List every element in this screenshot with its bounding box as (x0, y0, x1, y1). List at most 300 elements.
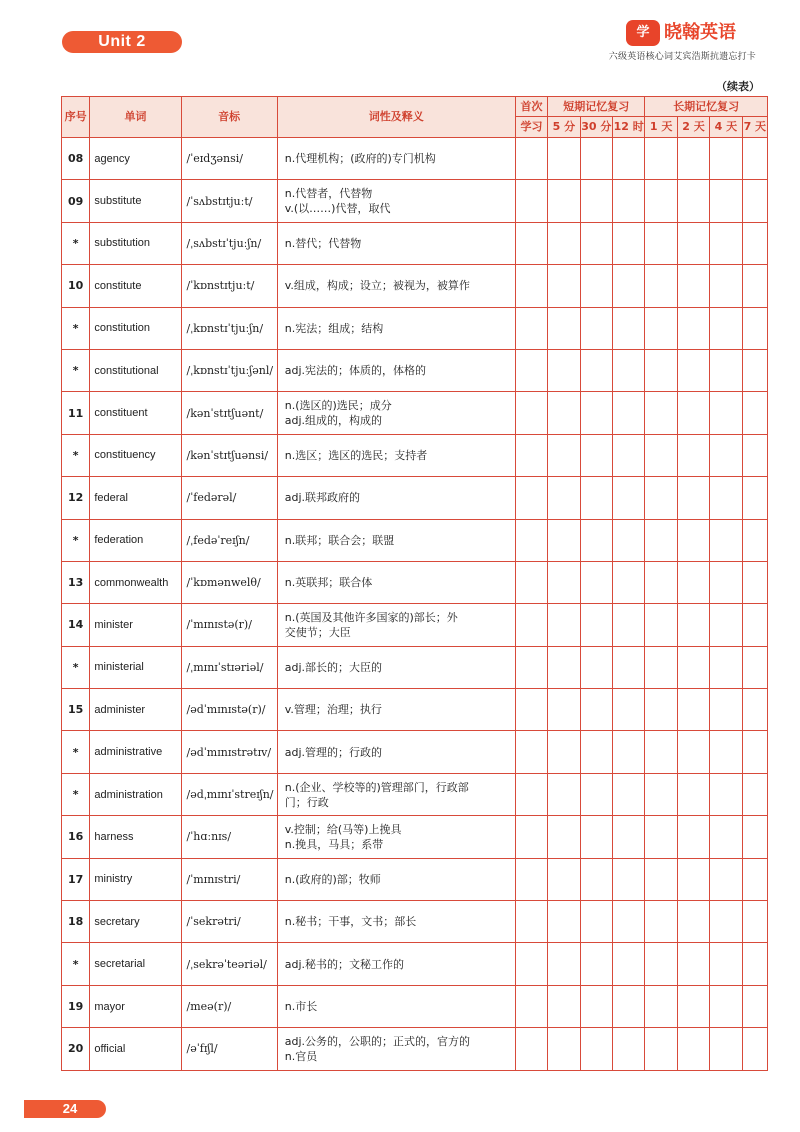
check-1d-cell[interactable] (645, 307, 677, 349)
check-5min-cell[interactable] (548, 434, 580, 476)
check-first-study-cell[interactable] (515, 307, 547, 349)
check-2d-cell[interactable] (677, 222, 709, 264)
row-number: 13 (62, 561, 90, 603)
check-1d-cell[interactable] (645, 222, 677, 264)
word-cell: administer (90, 689, 181, 731)
check-2d-cell[interactable] (677, 519, 709, 561)
word-cell: minister (90, 604, 181, 646)
check-1d-cell[interactable] (645, 858, 677, 900)
definition-line: n.(选区的)选民；成分 (284, 399, 392, 413)
row-number: 11 (62, 392, 90, 434)
definition-cell (277, 349, 515, 391)
check-5min-cell[interactable] (548, 731, 580, 773)
table-row (62, 180, 768, 222)
check-5min-cell[interactable] (548, 901, 580, 943)
check-4d-cell[interactable] (710, 646, 742, 688)
definition-line: n.替代；代替物 (284, 236, 362, 250)
table-row (62, 858, 768, 900)
column-header-long-4d: 4 天 (710, 117, 742, 138)
word-cell: harness (90, 816, 181, 858)
check-first-study-cell[interactable] (515, 646, 547, 688)
phonetic-cell: /ədˈmɪnɪstə(r)/ (181, 689, 277, 731)
brand-logo-block (556, 18, 756, 66)
check-1d-cell[interactable] (645, 816, 677, 858)
definition-line: n.秘书；干事，文书；部长 (284, 915, 417, 929)
continued-note: （续表） (716, 80, 760, 93)
check-first-study-cell[interactable] (515, 265, 547, 307)
check-12h-cell[interactable] (612, 519, 644, 561)
check-first-study-cell[interactable] (515, 1028, 547, 1070)
check-7d-cell[interactable] (742, 731, 767, 773)
column-header-short-group: 短期记忆复习 (548, 97, 645, 117)
check-first-study-cell[interactable] (515, 985, 547, 1027)
definition-line: v.管理；治理；执行 (284, 703, 382, 717)
check-4d-cell[interactable] (710, 689, 742, 731)
check-1d-cell[interactable] (645, 1028, 677, 1070)
column-header-first-a: 首次 (515, 97, 547, 117)
definition-cell (277, 773, 515, 815)
check-12h-cell[interactable] (612, 773, 644, 815)
check-5min-cell[interactable] (548, 519, 580, 561)
definition-line: n.官员 (284, 1049, 318, 1063)
definition-line: v.控制；给(马等)上挽具 (284, 822, 402, 836)
check-2d-cell[interactable] (677, 731, 709, 773)
check-1d-cell[interactable] (645, 180, 677, 222)
word-cell: mayor (90, 985, 181, 1027)
check-2d-cell[interactable] (677, 265, 709, 307)
row-number: * (62, 943, 90, 985)
check-7d-cell[interactable] (742, 434, 767, 476)
check-4d-cell[interactable] (710, 773, 742, 815)
check-5min-cell[interactable] (548, 816, 580, 858)
definition-cell (277, 901, 515, 943)
check-first-study-cell[interactable] (515, 773, 547, 815)
definition-cell (277, 222, 515, 264)
row-number: 09 (62, 180, 90, 222)
check-first-study-cell[interactable] (515, 138, 547, 180)
check-4d-cell[interactable] (710, 519, 742, 561)
check-12h-cell[interactable] (612, 985, 644, 1027)
check-5min-cell[interactable] (548, 943, 580, 985)
table-row (62, 985, 768, 1027)
word-cell: constituent (90, 392, 181, 434)
brand-logo-icon: 学 (626, 20, 660, 46)
brand-subtitle: 六级英语核心词艾宾浩斯抗遗忘打卡 (608, 52, 756, 62)
check-4d-cell[interactable] (710, 858, 742, 900)
check-30min-cell[interactable] (580, 858, 612, 900)
definition-line: n.市长 (284, 1000, 318, 1013)
check-1d-cell[interactable] (645, 519, 677, 561)
check-first-study-cell[interactable] (515, 392, 547, 434)
check-1d-cell[interactable] (645, 901, 677, 943)
phonetic-cell: /ədˌmɪnɪˈstreɪʃn/ (181, 773, 277, 815)
check-12h-cell[interactable] (612, 392, 644, 434)
check-7d-cell[interactable] (742, 816, 767, 858)
check-4d-cell[interactable] (710, 943, 742, 985)
check-5min-cell[interactable] (548, 477, 580, 519)
row-number: * (62, 222, 90, 264)
table-row (62, 349, 768, 391)
definition-line: adj.宪法的；体质的，体格的 (284, 364, 427, 378)
check-12h-cell[interactable] (612, 858, 644, 900)
check-12h-cell[interactable] (612, 222, 644, 264)
check-12h-cell[interactable] (612, 816, 644, 858)
definition-line: 门；行政 (284, 795, 329, 809)
check-5min-cell[interactable] (548, 773, 580, 815)
check-30min-cell[interactable] (580, 689, 612, 731)
check-5min-cell[interactable] (548, 265, 580, 307)
check-12h-cell[interactable] (612, 1028, 644, 1070)
row-number: * (62, 519, 90, 561)
definition-cell (277, 731, 515, 773)
check-30min-cell[interactable] (580, 477, 612, 519)
check-1d-cell[interactable] (645, 943, 677, 985)
check-2d-cell[interactable] (677, 816, 709, 858)
phonetic-cell: /kənˈstɪtʃuənt/ (181, 392, 277, 434)
column-header-long-7d: 7 天 (742, 117, 767, 138)
check-5min-cell[interactable] (548, 222, 580, 264)
check-2d-cell[interactable] (677, 1028, 709, 1070)
definition-line: adj.公务的，公职的；正式的，官方的 (284, 1034, 471, 1048)
definition-cell (277, 943, 515, 985)
check-1d-cell[interactable] (645, 477, 677, 519)
word-cell: constitution (90, 307, 181, 349)
table-row (62, 561, 768, 603)
check-1d-cell[interactable] (645, 561, 677, 603)
check-30min-cell[interactable] (580, 773, 612, 815)
check-7d-cell[interactable] (742, 265, 767, 307)
check-30min-cell[interactable] (580, 138, 612, 180)
check-5min-cell[interactable] (548, 689, 580, 731)
check-30min-cell[interactable] (580, 519, 612, 561)
definition-cell (277, 816, 515, 858)
check-5min-cell[interactable] (548, 1028, 580, 1070)
check-7d-cell[interactable] (742, 519, 767, 561)
check-30min-cell[interactable] (580, 561, 612, 603)
phonetic-cell: /ˈkɒmənwelθ/ (181, 561, 277, 603)
definition-cell (277, 985, 515, 1027)
definition-line: adj.部长的；大臣的 (284, 660, 383, 674)
check-2d-cell[interactable] (677, 858, 709, 900)
check-4d-cell[interactable] (710, 307, 742, 349)
check-7d-cell[interactable] (742, 1028, 767, 1070)
row-number: * (62, 773, 90, 815)
check-7d-cell[interactable] (742, 307, 767, 349)
word-cell: administration (90, 773, 181, 815)
check-12h-cell[interactable] (612, 689, 644, 731)
check-7d-cell[interactable] (742, 901, 767, 943)
phonetic-cell: /ˌmɪnɪˈstɪəriəl/ (181, 646, 277, 688)
check-4d-cell[interactable] (710, 180, 742, 222)
check-30min-cell[interactable] (580, 816, 612, 858)
check-5min-cell[interactable] (548, 985, 580, 1027)
column-header-phonetic: 音标 (181, 97, 277, 138)
check-30min-cell[interactable] (580, 731, 612, 773)
word-cell: federation (90, 519, 181, 561)
check-5min-cell[interactable] (548, 138, 580, 180)
check-5min-cell[interactable] (548, 180, 580, 222)
definition-line: adj.秘书的；文秘工作的 (284, 957, 405, 971)
check-4d-cell[interactable] (710, 604, 742, 646)
phonetic-cell: /ˌsʌbstɪˈtjuːʃn/ (181, 222, 277, 264)
table-row (62, 434, 768, 476)
phonetic-cell: /ədˈmɪnɪstrətɪv/ (181, 731, 277, 773)
definition-cell (277, 1028, 515, 1070)
check-7d-cell[interactable] (742, 561, 767, 603)
table-row (62, 265, 768, 307)
check-4d-cell[interactable] (710, 265, 742, 307)
check-first-study-cell[interactable] (515, 222, 547, 264)
table-row (62, 943, 768, 985)
check-30min-cell[interactable] (580, 901, 612, 943)
check-7d-cell[interactable] (742, 392, 767, 434)
check-4d-cell[interactable] (710, 434, 742, 476)
check-first-study-cell[interactable] (515, 943, 547, 985)
check-30min-cell[interactable] (580, 604, 612, 646)
row-number: 10 (62, 265, 90, 307)
check-30min-cell[interactable] (580, 222, 612, 264)
check-12h-cell[interactable] (612, 561, 644, 603)
table-row (62, 901, 768, 943)
check-30min-cell[interactable] (580, 307, 612, 349)
word-cell: constitutional (90, 349, 181, 391)
column-header-first-b: 学习 (515, 117, 547, 138)
check-5min-cell[interactable] (548, 646, 580, 688)
check-12h-cell[interactable] (612, 434, 644, 476)
definition-cell (277, 689, 515, 731)
word-cell: agency (90, 138, 181, 180)
row-number: * (62, 731, 90, 773)
definition-cell (277, 180, 515, 222)
check-7d-cell[interactable] (742, 858, 767, 900)
phonetic-cell: /meə(r)/ (181, 985, 277, 1027)
check-1d-cell[interactable] (645, 604, 677, 646)
check-1d-cell[interactable] (645, 392, 677, 434)
check-2d-cell[interactable] (677, 180, 709, 222)
check-12h-cell[interactable] (612, 138, 644, 180)
check-30min-cell[interactable] (580, 180, 612, 222)
check-1d-cell[interactable] (645, 265, 677, 307)
check-2d-cell[interactable] (677, 604, 709, 646)
phonetic-cell: /ˈmɪnɪstri/ (181, 858, 277, 900)
check-2d-cell[interactable] (677, 943, 709, 985)
row-number: 14 (62, 604, 90, 646)
check-4d-cell[interactable] (710, 1028, 742, 1070)
column-header-short-30min: 30 分 (580, 117, 612, 138)
column-header-word: 单词 (90, 97, 181, 138)
check-2d-cell[interactable] (677, 561, 709, 603)
phonetic-cell: /ˈhɑːnɪs/ (181, 816, 277, 858)
check-first-study-cell[interactable] (515, 519, 547, 561)
definition-cell (277, 646, 515, 688)
table-row (62, 477, 768, 519)
check-2d-cell[interactable] (677, 773, 709, 815)
check-12h-cell[interactable] (612, 943, 644, 985)
row-number: 20 (62, 1028, 90, 1070)
check-7d-cell[interactable] (742, 943, 767, 985)
definition-line: n.选区；选区的选民；支持者 (284, 448, 428, 462)
check-12h-cell[interactable] (612, 646, 644, 688)
check-1d-cell[interactable] (645, 349, 677, 391)
word-cell: commonwealth (90, 561, 181, 603)
check-7d-cell[interactable] (742, 222, 767, 264)
row-number: * (62, 646, 90, 688)
word-cell: substitution (90, 222, 181, 264)
phonetic-cell: /ˈfedərəl/ (181, 477, 277, 519)
check-1d-cell[interactable] (645, 731, 677, 773)
row-number: 19 (62, 985, 90, 1027)
table-row (62, 392, 768, 434)
check-4d-cell[interactable] (710, 222, 742, 264)
definition-line: n.挽具，马具；系带 (284, 837, 384, 851)
check-30min-cell[interactable] (580, 943, 612, 985)
definition-line: n.(政府的)部；牧师 (284, 872, 381, 886)
check-7d-cell[interactable] (742, 180, 767, 222)
definition-cell (277, 138, 515, 180)
row-number: * (62, 349, 90, 391)
definition-line: 交使节；大臣 (284, 625, 351, 639)
definition-line: v.(以……)代替，取代 (284, 202, 391, 216)
table-row (62, 604, 768, 646)
check-1d-cell[interactable] (645, 689, 677, 731)
table-row (62, 731, 768, 773)
check-2d-cell[interactable] (677, 985, 709, 1027)
definition-cell (277, 858, 515, 900)
check-12h-cell[interactable] (612, 901, 644, 943)
check-30min-cell[interactable] (580, 434, 612, 476)
check-4d-cell[interactable] (710, 731, 742, 773)
check-first-study-cell[interactable] (515, 901, 547, 943)
definition-cell (277, 392, 515, 434)
page-number: 24 (24, 1100, 106, 1118)
check-30min-cell[interactable] (580, 392, 612, 434)
phonetic-cell: /ˈmɪnɪstə(r)/ (181, 604, 277, 646)
table-row (62, 773, 768, 815)
definition-line: adj.联邦政府的 (284, 491, 361, 505)
check-5min-cell[interactable] (548, 604, 580, 646)
check-4d-cell[interactable] (710, 138, 742, 180)
check-7d-cell[interactable] (742, 773, 767, 815)
check-4d-cell[interactable] (710, 985, 742, 1027)
phonetic-cell: /ˈsʌbstɪtjuːt/ (181, 180, 277, 222)
definition-line: n.英联邦；联合体 (284, 576, 373, 590)
check-30min-cell[interactable] (580, 646, 612, 688)
column-header-num: 序号 (62, 97, 90, 138)
check-first-study-cell[interactable] (515, 434, 547, 476)
check-2d-cell[interactable] (677, 477, 709, 519)
check-2d-cell[interactable] (677, 901, 709, 943)
word-cell: ministerial (90, 646, 181, 688)
definition-cell (277, 519, 515, 561)
brand-name: 晓翰英语 (664, 22, 736, 43)
vocabulary-table (61, 96, 768, 1071)
check-first-study-cell[interactable] (515, 477, 547, 519)
check-4d-cell[interactable] (710, 816, 742, 858)
check-1d-cell[interactable] (645, 434, 677, 476)
check-7d-cell[interactable] (742, 477, 767, 519)
row-number: * (62, 307, 90, 349)
check-2d-cell[interactable] (677, 434, 709, 476)
check-12h-cell[interactable] (612, 265, 644, 307)
check-5min-cell[interactable] (548, 349, 580, 391)
check-first-study-cell[interactable] (515, 731, 547, 773)
check-first-study-cell[interactable] (515, 858, 547, 900)
definition-line: v.组成，构成；设立；被视为，被算作 (284, 279, 470, 293)
check-2d-cell[interactable] (677, 689, 709, 731)
check-7d-cell[interactable] (742, 604, 767, 646)
row-number: 15 (62, 689, 90, 731)
check-7d-cell[interactable] (742, 985, 767, 1027)
unit-badge: Unit 2 (62, 31, 182, 53)
check-5min-cell[interactable] (548, 858, 580, 900)
check-2d-cell[interactable] (677, 392, 709, 434)
check-7d-cell[interactable] (742, 349, 767, 391)
check-7d-cell[interactable] (742, 689, 767, 731)
check-7d-cell[interactable] (742, 138, 767, 180)
check-7d-cell[interactable] (742, 646, 767, 688)
check-12h-cell[interactable] (612, 604, 644, 646)
check-first-study-cell[interactable] (515, 604, 547, 646)
check-2d-cell[interactable] (677, 307, 709, 349)
check-30min-cell[interactable] (580, 349, 612, 391)
table-row (62, 816, 768, 858)
check-4d-cell[interactable] (710, 477, 742, 519)
check-12h-cell[interactable] (612, 477, 644, 519)
check-5min-cell[interactable] (548, 561, 580, 603)
definition-line: n.代替者，代替物 (284, 187, 373, 201)
check-4d-cell[interactable] (710, 349, 742, 391)
check-4d-cell[interactable] (710, 561, 742, 603)
check-12h-cell[interactable] (612, 349, 644, 391)
definition-line: n.宪法；组成；结构 (284, 321, 384, 335)
table-row (62, 138, 768, 180)
check-first-study-cell[interactable] (515, 816, 547, 858)
check-5min-cell[interactable] (548, 307, 580, 349)
check-12h-cell[interactable] (612, 731, 644, 773)
check-first-study-cell[interactable] (515, 689, 547, 731)
table-row (62, 689, 768, 731)
check-1d-cell[interactable] (645, 773, 677, 815)
check-first-study-cell[interactable] (515, 349, 547, 391)
check-1d-cell[interactable] (645, 138, 677, 180)
column-header-long-group: 长期记忆复习 (645, 97, 768, 117)
check-1d-cell[interactable] (645, 985, 677, 1027)
check-2d-cell[interactable] (677, 646, 709, 688)
word-cell: administrative (90, 731, 181, 773)
check-30min-cell[interactable] (580, 985, 612, 1027)
check-12h-cell[interactable] (612, 180, 644, 222)
check-5min-cell[interactable] (548, 392, 580, 434)
row-number: 08 (62, 138, 90, 180)
word-cell: federal (90, 477, 181, 519)
check-first-study-cell[interactable] (515, 180, 547, 222)
check-4d-cell[interactable] (710, 392, 742, 434)
check-2d-cell[interactable] (677, 138, 709, 180)
check-1d-cell[interactable] (645, 646, 677, 688)
definition-cell (277, 265, 515, 307)
check-12h-cell[interactable] (612, 307, 644, 349)
word-cell: substitute (90, 180, 181, 222)
check-30min-cell[interactable] (580, 265, 612, 307)
phonetic-cell: /ˈeɪdʒənsi/ (181, 138, 277, 180)
check-30min-cell[interactable] (580, 1028, 612, 1070)
definition-line: n.联邦；联合会；联盟 (284, 533, 395, 547)
check-first-study-cell[interactable] (515, 561, 547, 603)
check-2d-cell[interactable] (677, 349, 709, 391)
row-number: * (62, 434, 90, 476)
definition-cell (277, 434, 515, 476)
check-4d-cell[interactable] (710, 901, 742, 943)
